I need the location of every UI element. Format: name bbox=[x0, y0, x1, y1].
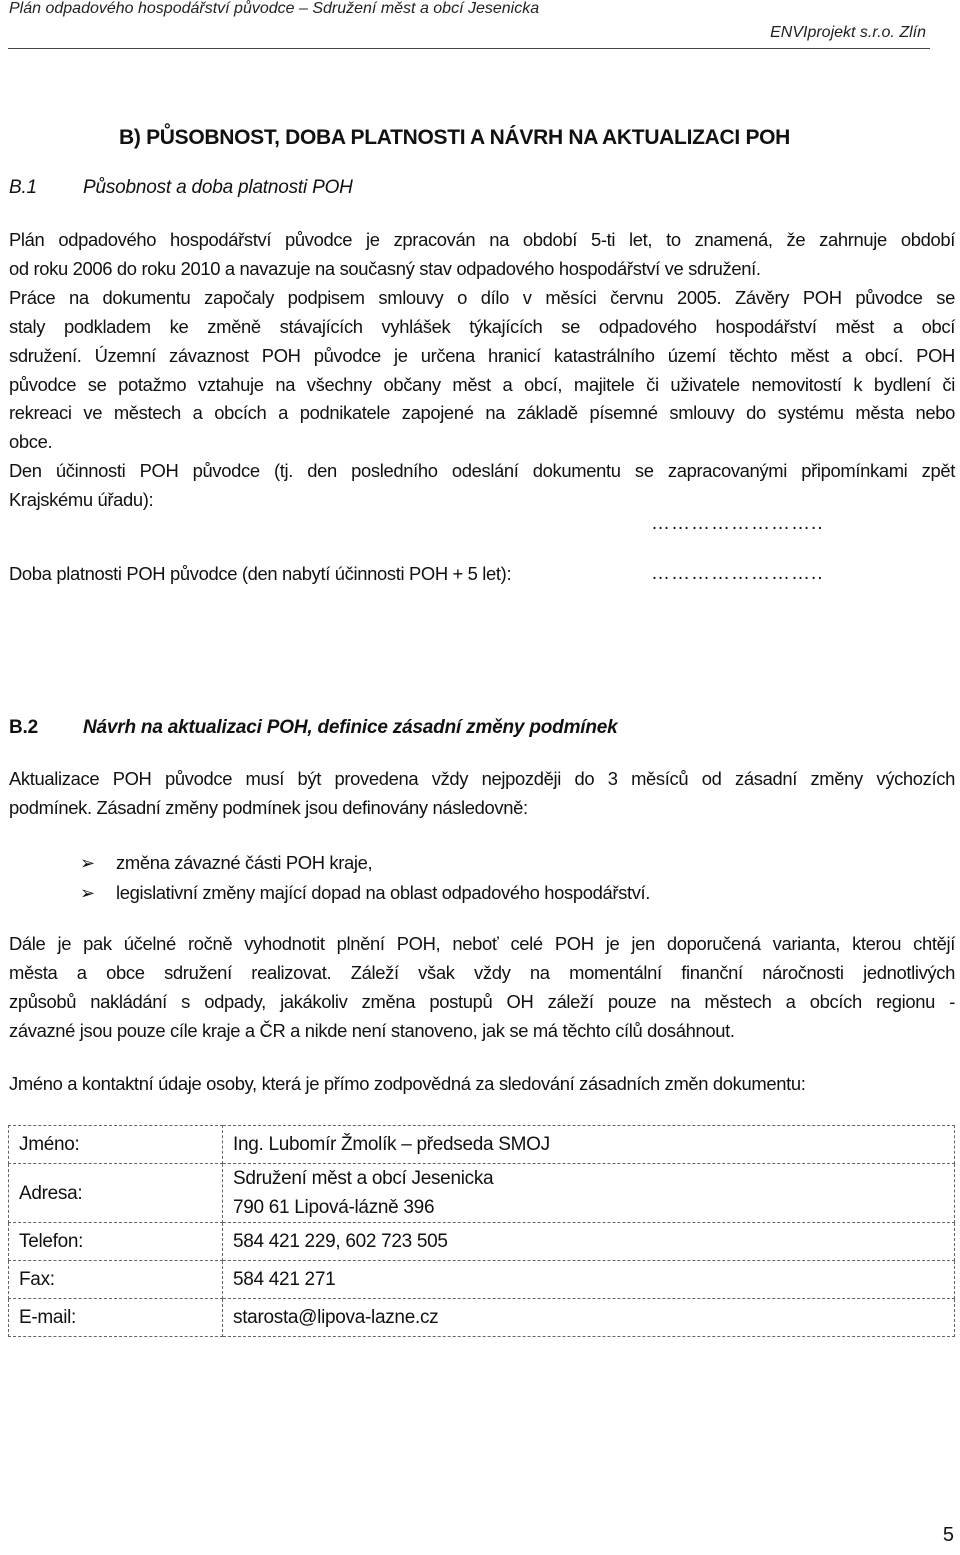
validity-date-placeholder: …………………….. bbox=[651, 563, 824, 584]
arrow-bullet-icon: ➢ bbox=[80, 882, 95, 903]
table-row bbox=[9, 1126, 955, 1164]
subsection-b2-title: Návrh na aktualizaci POH, definice zásadní změny podmínek bbox=[83, 717, 618, 738]
arrow-bullet-icon: ➢ bbox=[80, 852, 95, 873]
name-label: Jméno: bbox=[9, 1126, 223, 1164]
list-item bbox=[80, 878, 650, 908]
b1-line: Práce na dokumentu započaly podpisem smlouvy o dílo v měsíci červnu 2005. Závěry POH původce se bbox=[9, 286, 955, 308]
b2-para-line: závazné jsou pouze cíle kraje a ČR a nikde není stanoveno, jak se má těchto cílů dosáhnout. bbox=[9, 1019, 735, 1041]
b1-line: Plán odpadového hospodářství původce je zpracován na období 5-ti let, to znamená, že zahrnuje období bbox=[9, 229, 955, 250]
email-value: starosta@lipova-lazne.cz bbox=[223, 1299, 955, 1337]
b2-para-line: Dále je pak účelné ročně vyhodnotit plnění POH, neboť celé POH je jen doporučená varianta, kterou chtějí bbox=[9, 933, 955, 954]
b1-line: obce. bbox=[9, 431, 53, 453]
header-divider bbox=[8, 48, 930, 49]
conditions-list bbox=[80, 848, 650, 908]
fax-value: 584 421 271 bbox=[223, 1261, 955, 1299]
address-line: Sdružení měst a obcí Jesenicka bbox=[233, 1168, 494, 1189]
subsection-b1-title: Působnost a doba platnosti POH bbox=[83, 177, 353, 198]
b1-line: staly podkladem ke změně stávajících vyhlášek týkajících se odpadového hospodářství měst a obcí bbox=[9, 315, 955, 337]
fax-label: Fax: bbox=[9, 1261, 223, 1299]
list-item-text: změna závazné části POH kraje, bbox=[116, 852, 373, 873]
phone-label: Telefon: bbox=[9, 1223, 223, 1261]
b1-line: od roku 2006 do roku 2010 a navazuje na současný stav odpadového hospodářství ve sdružení. bbox=[9, 257, 761, 279]
page-header-title: Plán odpadového hospodářství původce – Sdružení měst a obcí Jesenicka bbox=[9, 0, 540, 17]
validity-label: Doba platnosti POH původce (den nabytí účinnosti POH + 5 let): bbox=[9, 563, 512, 584]
address-label: Adresa: bbox=[9, 1164, 223, 1223]
address-value bbox=[223, 1164, 955, 1223]
contact-table bbox=[8, 1125, 955, 1337]
address-line: 790 61 Lipová-lázně 396 bbox=[233, 1197, 435, 1218]
table-row bbox=[9, 1223, 955, 1261]
name-value: Ing. Lubomír Žmolík – předseda SMOJ bbox=[223, 1126, 955, 1164]
phone-value: 584 421 229, 602 723 505 bbox=[223, 1223, 955, 1261]
subsection-b2-number: B.2 bbox=[9, 717, 38, 738]
list-item-text: legislativní změny mající dopad na oblast odpadového hospodářství. bbox=[116, 882, 651, 903]
email-label: E-mail: bbox=[9, 1299, 223, 1337]
page-number: 5 bbox=[942, 1524, 954, 1546]
list-item bbox=[80, 848, 650, 878]
b1-line: původce se potažmo vztahuje na všechny občany měst a obcí, majitele či uživatele nemovitostí k bydlení či bbox=[9, 373, 955, 395]
b1-line: sdružení. Územní závaznost POH původce je určena hranicí katastrálního území těchto měst a obcí. POH bbox=[9, 344, 955, 366]
page-header-company: ENVIprojekt s.r.o. Zlín bbox=[770, 24, 926, 41]
table-row bbox=[9, 1261, 955, 1299]
effective-date-placeholder: …………………….. bbox=[651, 513, 824, 534]
b2-evaluation-paragraph bbox=[9, 930, 955, 1046]
table-row bbox=[9, 1299, 955, 1337]
b2-intro-line: podmínek. Zásadní změny podmínek jsou definovány následovně: bbox=[9, 796, 528, 818]
section-title: B) PŮSOBNOST, DOBA PLATNOSTI A NÁVRH NA AKTUALIZACI POH bbox=[119, 126, 791, 149]
table-row bbox=[9, 1164, 955, 1223]
subsection-b1-number: B.1 bbox=[9, 177, 37, 198]
b1-line: rekreaci ve městech a obcích a podnikatele zapojené na základě písemné smlouvy do systému města nebo bbox=[9, 402, 955, 424]
b2-para-line: způsobů nakládání s odpady, jakákoliv změna postupů OH záleží pouze na městech a obcích regionu - bbox=[9, 990, 955, 1012]
b1-paragraph bbox=[9, 226, 955, 515]
b1-line: Krajskému úřadu): bbox=[9, 489, 154, 511]
b1-line: Den účinnosti POH původce (tj. den posledního odeslání dokumentu se zapracovanými připomínkami zpět bbox=[9, 460, 955, 482]
b2-intro-line: Aktualizace POH původce musí být provedena vždy nejpozději do 3 měsíců od zásadní změny výchozích bbox=[9, 768, 955, 789]
contact-intro: Jméno a kontaktní údaje osoby, která je přímo zodpovědná za sledování zásadních změn dokumentu: bbox=[9, 1073, 806, 1094]
b2-intro-paragraph bbox=[9, 765, 955, 823]
b2-para-line: města a obce sdružení realizovat. Záleží však vždy na momentální finanční náročnosti jednotlivých bbox=[9, 961, 955, 983]
